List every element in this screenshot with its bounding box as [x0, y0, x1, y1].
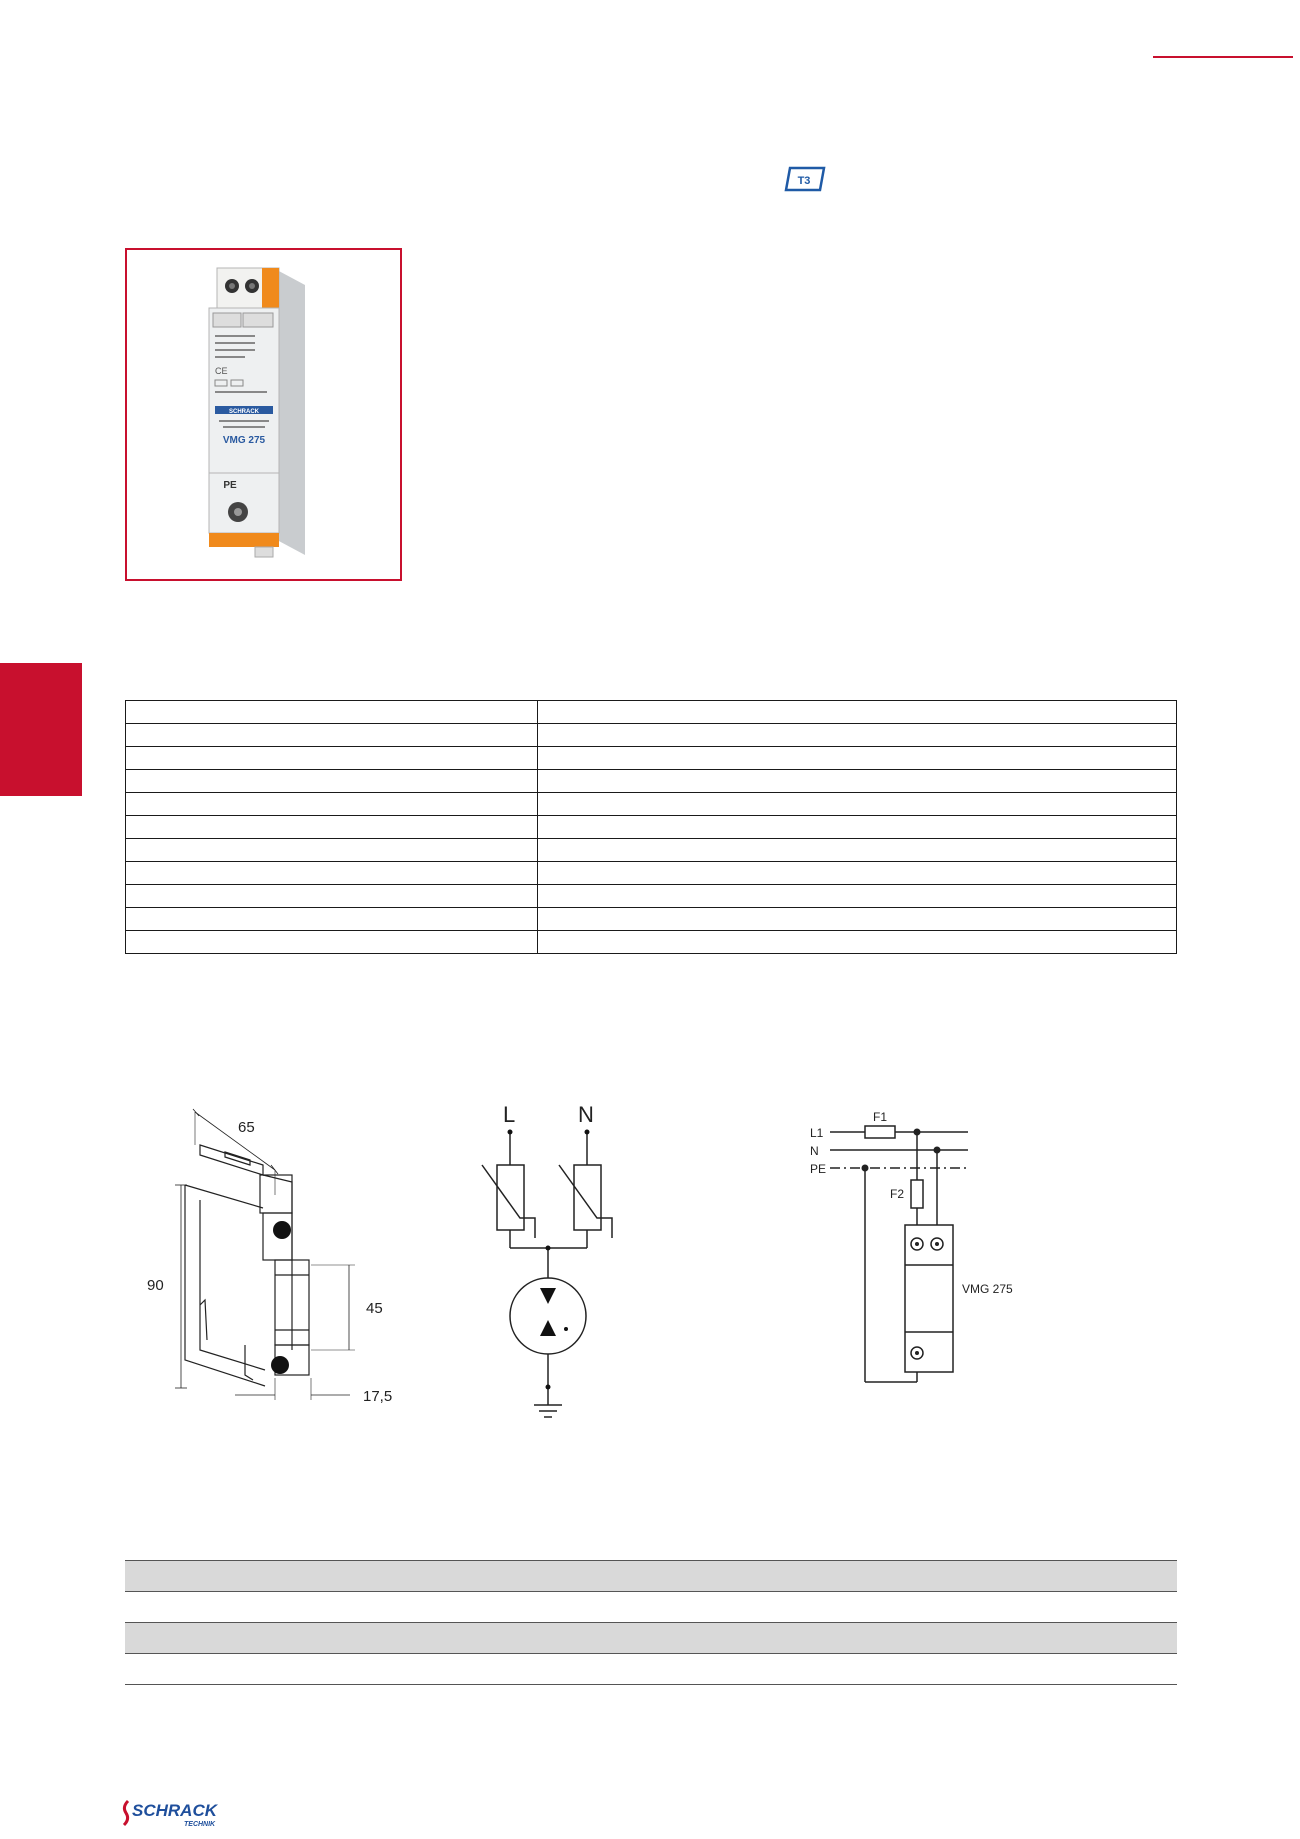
spec-row: [126, 701, 1177, 724]
logo-main-text: SCHRACK: [132, 1801, 217, 1820]
spec-value-cell: [538, 908, 1177, 931]
spec-value-cell: [538, 701, 1177, 724]
spec-label-cell: [126, 908, 538, 931]
dim-front-height-label: 45: [366, 1300, 383, 1317]
schrack-logo: [120, 1797, 235, 1829]
spec-label-cell: [126, 885, 538, 908]
device-model-text: VMG 275: [222, 435, 266, 446]
spec-value-cell: [538, 931, 1177, 954]
spec-row: [126, 839, 1177, 862]
section-side-tab: [0, 663, 82, 796]
spec-label-cell: [126, 724, 538, 747]
spec-row: [126, 931, 1177, 954]
spec-label-cell: [126, 862, 538, 885]
spec-label-cell: [126, 816, 538, 839]
order-row: [125, 1591, 1177, 1622]
spec-row: [126, 724, 1177, 747]
terminal-l-label: L: [503, 1102, 516, 1127]
spec-value-cell: [538, 816, 1177, 839]
product-photo-frame: [125, 248, 402, 581]
spec-label-cell: [126, 747, 538, 770]
line-pe-label: PE: [810, 1162, 827, 1176]
circuit-symbol-diagram: [460, 1100, 630, 1430]
spec-value-cell: [538, 747, 1177, 770]
spec-value-cell: [538, 770, 1177, 793]
spec-value-cell: [538, 724, 1177, 747]
spec-row: [126, 793, 1177, 816]
logo-sub-text: TECHNIK: [184, 1821, 216, 1828]
device-label: VMG 275: [962, 1282, 1013, 1296]
spec-row: [126, 816, 1177, 839]
svg-text:CE: CE: [215, 366, 228, 376]
spec-row: [126, 770, 1177, 793]
surge-arrester-image: [127, 250, 400, 579]
spec-label-cell: [126, 793, 538, 816]
order-row: [125, 1622, 1177, 1653]
device-brand-text: SCHRACK: [229, 409, 259, 415]
wiring-diagram: [800, 1100, 1050, 1400]
order-row: [125, 1560, 1177, 1591]
spec-label-cell: [126, 701, 538, 724]
spec-row: [126, 862, 1177, 885]
specification-table: [125, 700, 1177, 954]
pe-terminal-label: PE: [223, 480, 237, 491]
spec-label-cell: [126, 931, 538, 954]
spec-row: [126, 747, 1177, 770]
spec-label-cell: [126, 839, 538, 862]
order-row: [125, 1653, 1177, 1684]
spec-value-cell: [538, 793, 1177, 816]
dimension-drawing: [125, 1100, 425, 1425]
line-l1-label: L1: [810, 1126, 824, 1140]
terminal-n-label: N: [578, 1102, 594, 1127]
badge-label: T3: [797, 175, 811, 187]
spec-value-cell: [538, 839, 1177, 862]
header-accent-line: [1153, 56, 1293, 58]
spec-row: [126, 908, 1177, 931]
fuse-f2-label: F2: [890, 1187, 905, 1201]
dim-depth-label: 65: [238, 1119, 255, 1136]
spec-row: [126, 885, 1177, 908]
line-n-label: N: [810, 1144, 819, 1158]
t3-class-badge: [784, 166, 826, 192]
dim-height-label: 90: [147, 1277, 164, 1294]
order-table-bottom-rule: [125, 1684, 1177, 1685]
spec-value-cell: [538, 885, 1177, 908]
spec-label-cell: [126, 770, 538, 793]
dim-width-label: 17,5: [363, 1388, 393, 1405]
order-table: [125, 1560, 1177, 1685]
spec-value-cell: [538, 862, 1177, 885]
fuse-f1-label: F1: [873, 1110, 888, 1124]
